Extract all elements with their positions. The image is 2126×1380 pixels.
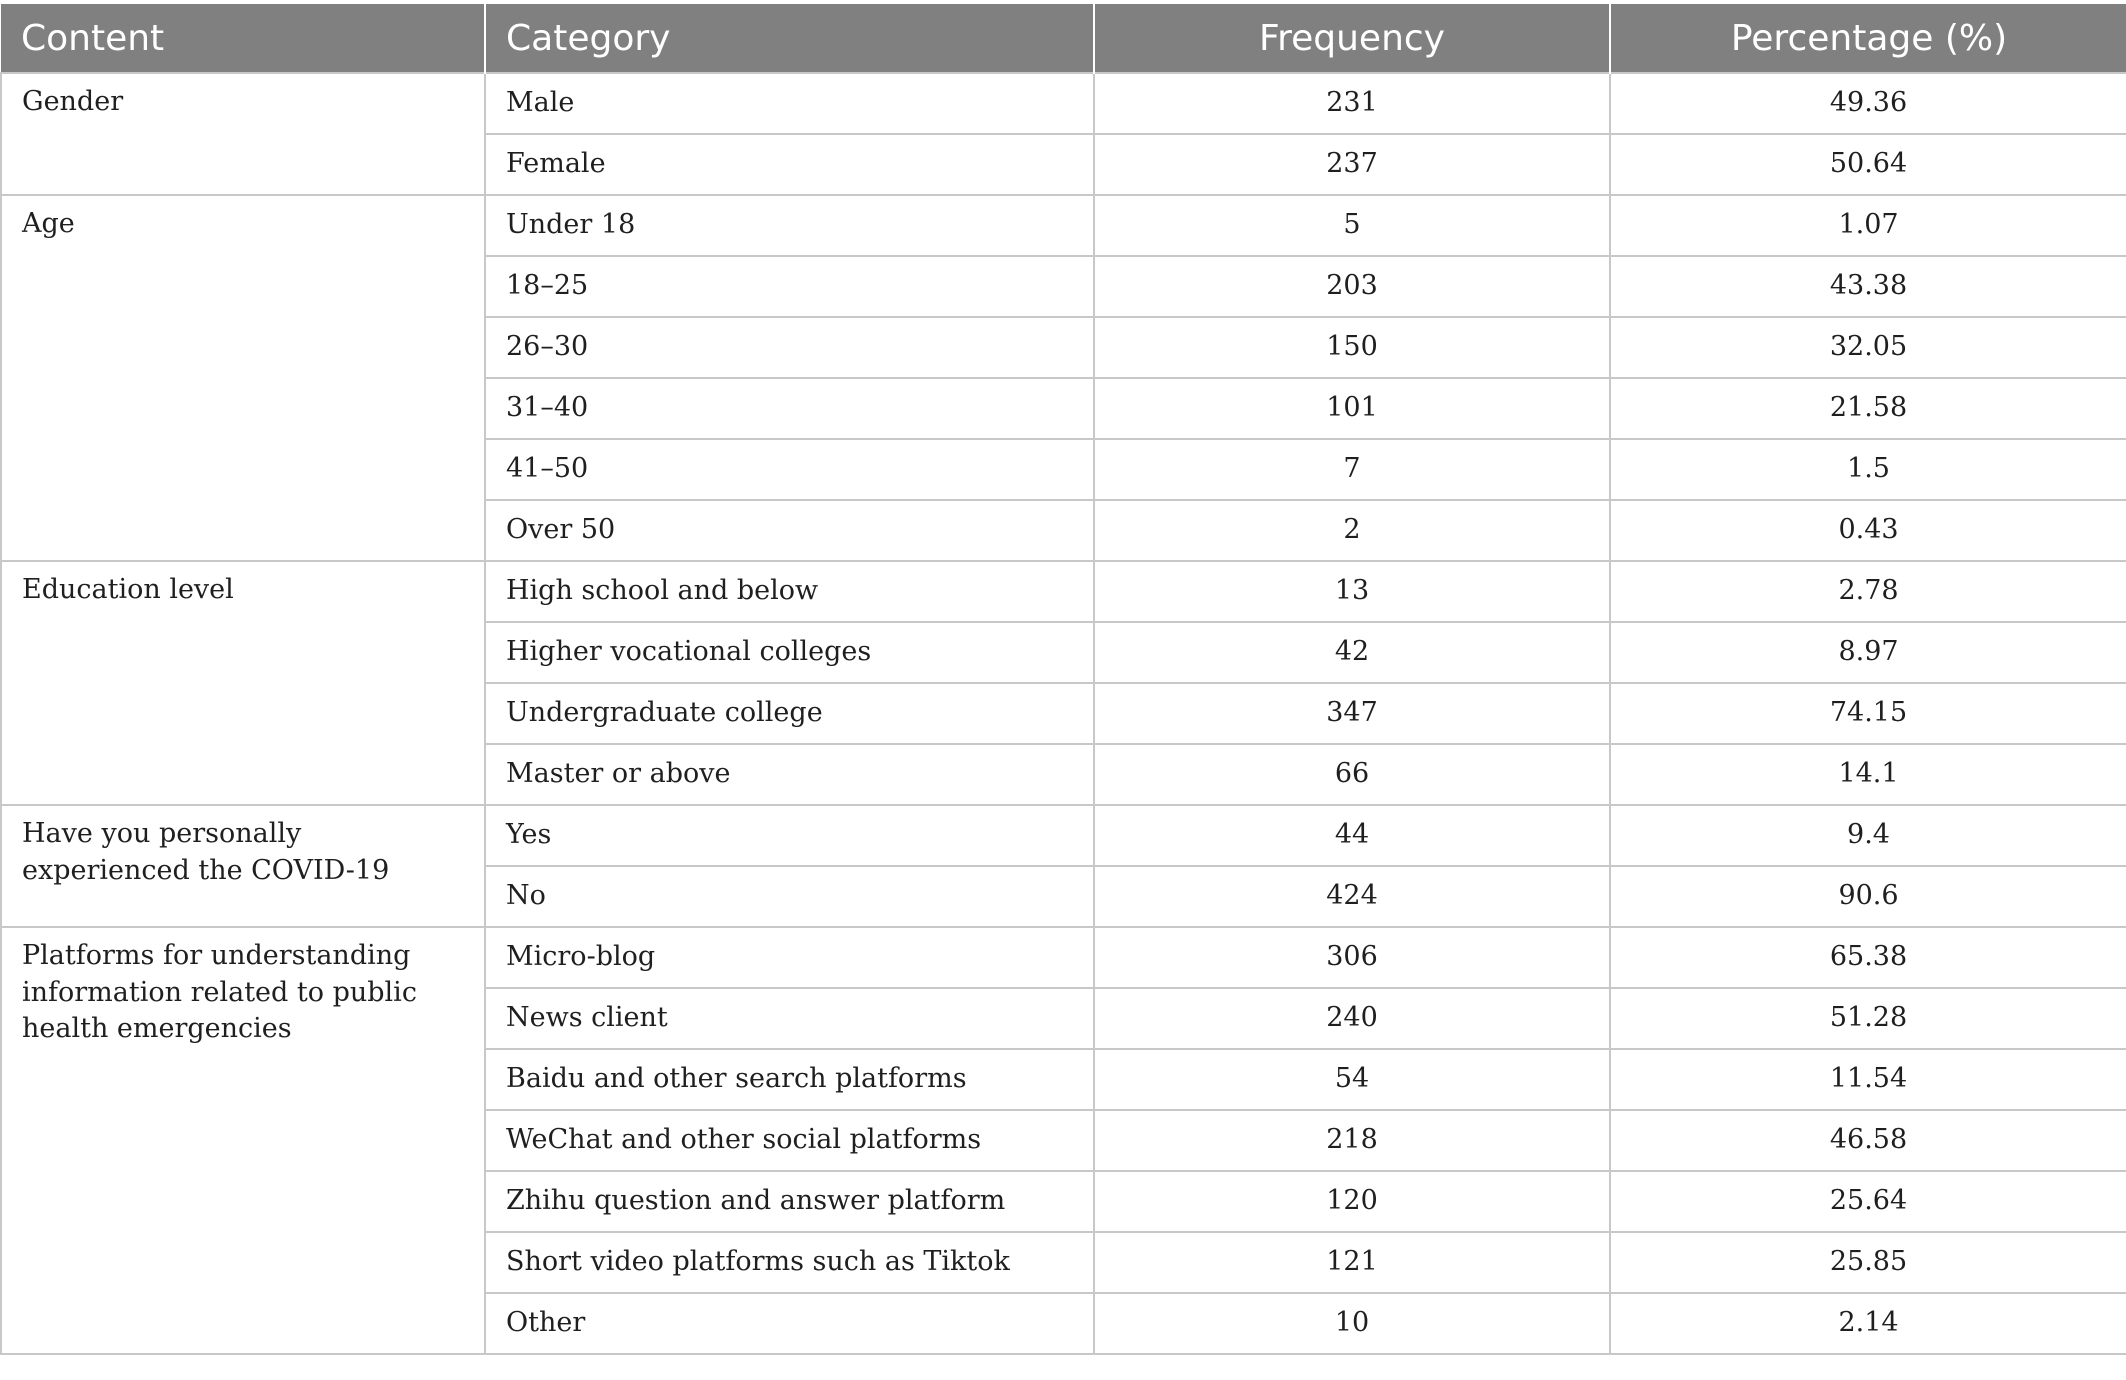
- percentage-cell: 90.6: [1610, 866, 2126, 927]
- category-cell: Other: [485, 1293, 1094, 1354]
- header-category: Category: [485, 4, 1094, 73]
- percentage-cell: 1.07: [1610, 195, 2126, 256]
- header-content: Content: [1, 4, 485, 73]
- frequency-cell: 101: [1094, 378, 1610, 439]
- category-cell: Short video platforms such as Tiktok: [485, 1232, 1094, 1293]
- header-percentage: Percentage (%): [1610, 4, 2126, 73]
- category-cell: 31–40: [485, 378, 1094, 439]
- category-cell: Micro-blog: [485, 927, 1094, 988]
- table-row: [1, 73, 2126, 134]
- category-cell: 41–50: [485, 439, 1094, 500]
- frequency-cell: 424: [1094, 866, 1610, 927]
- percentage-cell: 8.97: [1610, 622, 2126, 683]
- percentage-cell: 43.38: [1610, 256, 2126, 317]
- category-cell: High school and below: [485, 561, 1094, 622]
- category-cell: No: [485, 866, 1094, 927]
- header-frequency: Frequency: [1094, 4, 1610, 73]
- percentage-cell: 1.5: [1610, 439, 2126, 500]
- category-cell: Zhihu question and answer platform: [485, 1171, 1094, 1232]
- percentage-cell: 32.05: [1610, 317, 2126, 378]
- frequency-cell: 203: [1094, 256, 1610, 317]
- table-row: [1, 805, 2126, 866]
- content-group-cell: Platforms for understanding information related to public health emergencies: [1, 927, 485, 1354]
- frequency-cell: 42: [1094, 622, 1610, 683]
- category-cell: Over 50: [485, 500, 1094, 561]
- content-group-cell: Have you personally experienced the COVID-19: [1, 805, 485, 927]
- frequency-cell: 306: [1094, 927, 1610, 988]
- category-cell: 18–25: [485, 256, 1094, 317]
- category-cell: Baidu and other search platforms: [485, 1049, 1094, 1110]
- frequency-cell: 13: [1094, 561, 1610, 622]
- table-row: [1, 195, 2126, 256]
- category-cell: Under 18: [485, 195, 1094, 256]
- frequency-cell: 7: [1094, 439, 1610, 500]
- content-group-cell: Age: [1, 195, 485, 561]
- percentage-cell: 25.85: [1610, 1232, 2126, 1293]
- frequency-cell: 231: [1094, 73, 1610, 134]
- header-row: [1, 4, 2126, 73]
- frequency-cell: 10: [1094, 1293, 1610, 1354]
- percentage-cell: 49.36: [1610, 73, 2126, 134]
- table-row: [1, 561, 2126, 622]
- frequency-cell: 150: [1094, 317, 1610, 378]
- percentage-cell: 50.64: [1610, 134, 2126, 195]
- frequency-cell: 66: [1094, 744, 1610, 805]
- table-body: [1, 73, 2126, 1354]
- content-group-cell: Education level: [1, 561, 485, 805]
- content-group-cell: Gender: [1, 73, 485, 195]
- category-cell: Higher vocational colleges: [485, 622, 1094, 683]
- frequency-cell: 5: [1094, 195, 1610, 256]
- frequency-cell: 218: [1094, 1110, 1610, 1171]
- frequency-cell: 120: [1094, 1171, 1610, 1232]
- frequency-cell: 54: [1094, 1049, 1610, 1110]
- frequency-cell: 2: [1094, 500, 1610, 561]
- frequency-cell: 237: [1094, 134, 1610, 195]
- percentage-cell: 14.1: [1610, 744, 2126, 805]
- category-cell: WeChat and other social platforms: [485, 1110, 1094, 1171]
- percentage-cell: 21.58: [1610, 378, 2126, 439]
- frequency-cell: 121: [1094, 1232, 1610, 1293]
- category-cell: Master or above: [485, 744, 1094, 805]
- category-cell: Yes: [485, 805, 1094, 866]
- percentage-cell: 51.28: [1610, 988, 2126, 1049]
- percentage-cell: 9.4: [1610, 805, 2126, 866]
- category-cell: News client: [485, 988, 1094, 1049]
- demographics-table: [0, 4, 2126, 1355]
- category-cell: Female: [485, 134, 1094, 195]
- percentage-cell: 11.54: [1610, 1049, 2126, 1110]
- percentage-cell: 2.14: [1610, 1293, 2126, 1354]
- category-cell: 26–30: [485, 317, 1094, 378]
- frequency-cell: 347: [1094, 683, 1610, 744]
- frequency-cell: 240: [1094, 988, 1610, 1049]
- percentage-cell: 0.43: [1610, 500, 2126, 561]
- percentage-cell: 25.64: [1610, 1171, 2126, 1232]
- percentage-cell: 74.15: [1610, 683, 2126, 744]
- frequency-cell: 44: [1094, 805, 1610, 866]
- table-row: [1, 927, 2126, 988]
- category-cell: Undergraduate college: [485, 683, 1094, 744]
- category-cell: Male: [485, 73, 1094, 134]
- percentage-cell: 2.78: [1610, 561, 2126, 622]
- percentage-cell: 46.58: [1610, 1110, 2126, 1171]
- percentage-cell: 65.38: [1610, 927, 2126, 988]
